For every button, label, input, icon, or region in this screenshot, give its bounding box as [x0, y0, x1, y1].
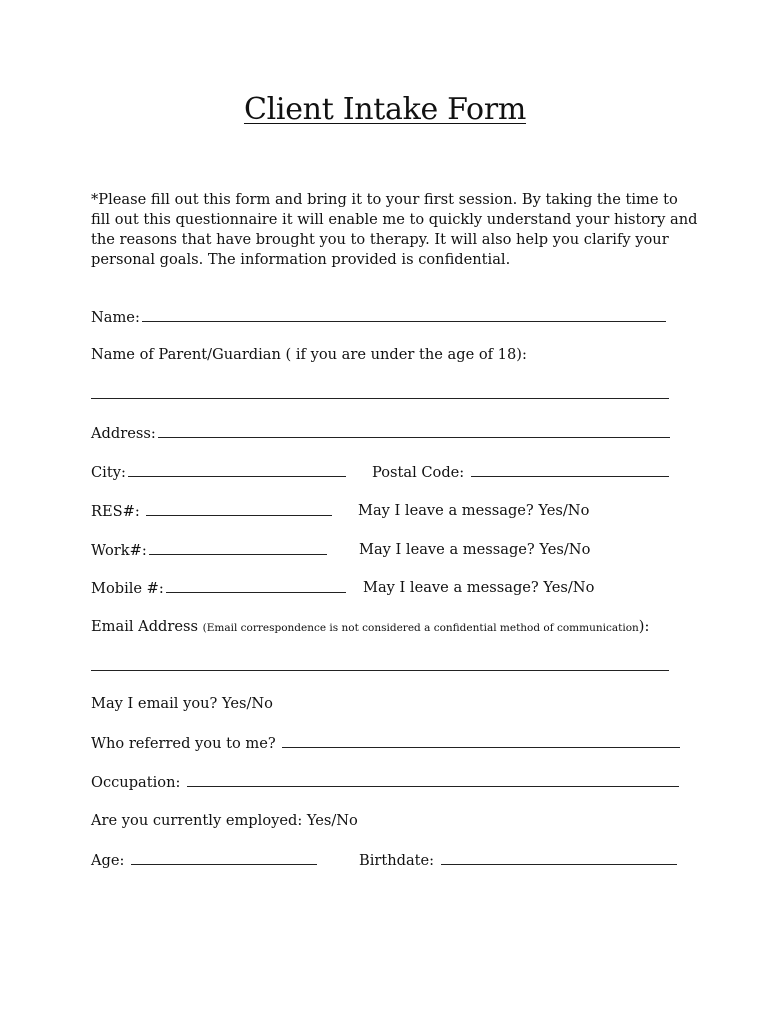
email-address-line-row: [91, 656, 669, 677]
city-field[interactable]: [128, 462, 346, 477]
city-label: City:: [91, 464, 126, 481]
res-row: [91, 501, 332, 522]
email-note: (Email correspondence is not considered a confidential method of communication: [202, 622, 639, 634]
form-title: Client Intake Form: [243, 92, 527, 127]
intro-line-4: personal goals. The information provided is confidential.: [91, 251, 511, 268]
work-row: [91, 540, 327, 561]
res-label: RES#:: [91, 503, 140, 520]
parent-guardian-field[interactable]: [91, 384, 669, 399]
referred-field[interactable]: [282, 733, 680, 748]
referred-label: Who referred you to me?: [91, 735, 276, 752]
occupation-field[interactable]: [187, 772, 679, 787]
postal-code-row: [372, 462, 669, 483]
city-row: [91, 462, 346, 483]
occupation-label: Occupation:: [91, 774, 181, 791]
referred-row: [91, 733, 680, 754]
res-message-question: May I leave a message? Yes/No: [358, 502, 590, 519]
address-row: [91, 423, 670, 444]
employed-question: Are you currently employed: Yes/No: [91, 812, 358, 829]
mobile-row: [91, 578, 346, 599]
email-note-end: ):: [638, 618, 650, 635]
name-row: [91, 307, 666, 328]
work-label: Work#:: [91, 542, 147, 559]
intro-line-2: fill out this questionnaire it will enable me to quickly understand your history and: [91, 211, 698, 228]
intro-line-1: *Please fill out this form and bring it to your first session. By taking the time to: [91, 191, 678, 208]
birthdate-label: Birthdate:: [359, 852, 435, 869]
address-label: Address:: [91, 425, 156, 442]
birthdate-field[interactable]: [441, 850, 677, 865]
work-field[interactable]: [149, 540, 327, 555]
email-address-row: [91, 617, 649, 638]
res-field[interactable]: [146, 501, 332, 516]
email-address-label: Email Address: [91, 618, 198, 635]
mobile-message-question: May I leave a message? Yes/No: [363, 579, 595, 596]
occupation-row: [91, 772, 679, 793]
intro-line-3: the reasons that have brought you to therapy. It will also help you clarify your: [91, 231, 669, 248]
name-field[interactable]: [142, 307, 666, 322]
mobile-field[interactable]: [166, 578, 346, 593]
work-message-question: May I leave a message? Yes/No: [359, 541, 591, 558]
parent-guardian-row: [91, 384, 669, 405]
name-label: Name:: [91, 309, 140, 326]
postal-code-field[interactable]: [471, 462, 669, 477]
email-address-field[interactable]: [91, 656, 669, 671]
may-email-question: May I email you? Yes/No: [91, 695, 273, 712]
intro-paragraph: [91, 190, 698, 270]
mobile-label: Mobile #:: [91, 580, 164, 597]
age-row: [91, 850, 317, 871]
postal-code-label: Postal Code:: [372, 464, 465, 481]
age-field[interactable]: [131, 850, 317, 865]
birthdate-row: [359, 850, 677, 871]
parent-guardian-label: Name of Parent/Guardian ( if you are under the age of 18):: [91, 346, 527, 363]
address-field[interactable]: [158, 423, 670, 438]
age-label: Age:: [91, 852, 125, 869]
